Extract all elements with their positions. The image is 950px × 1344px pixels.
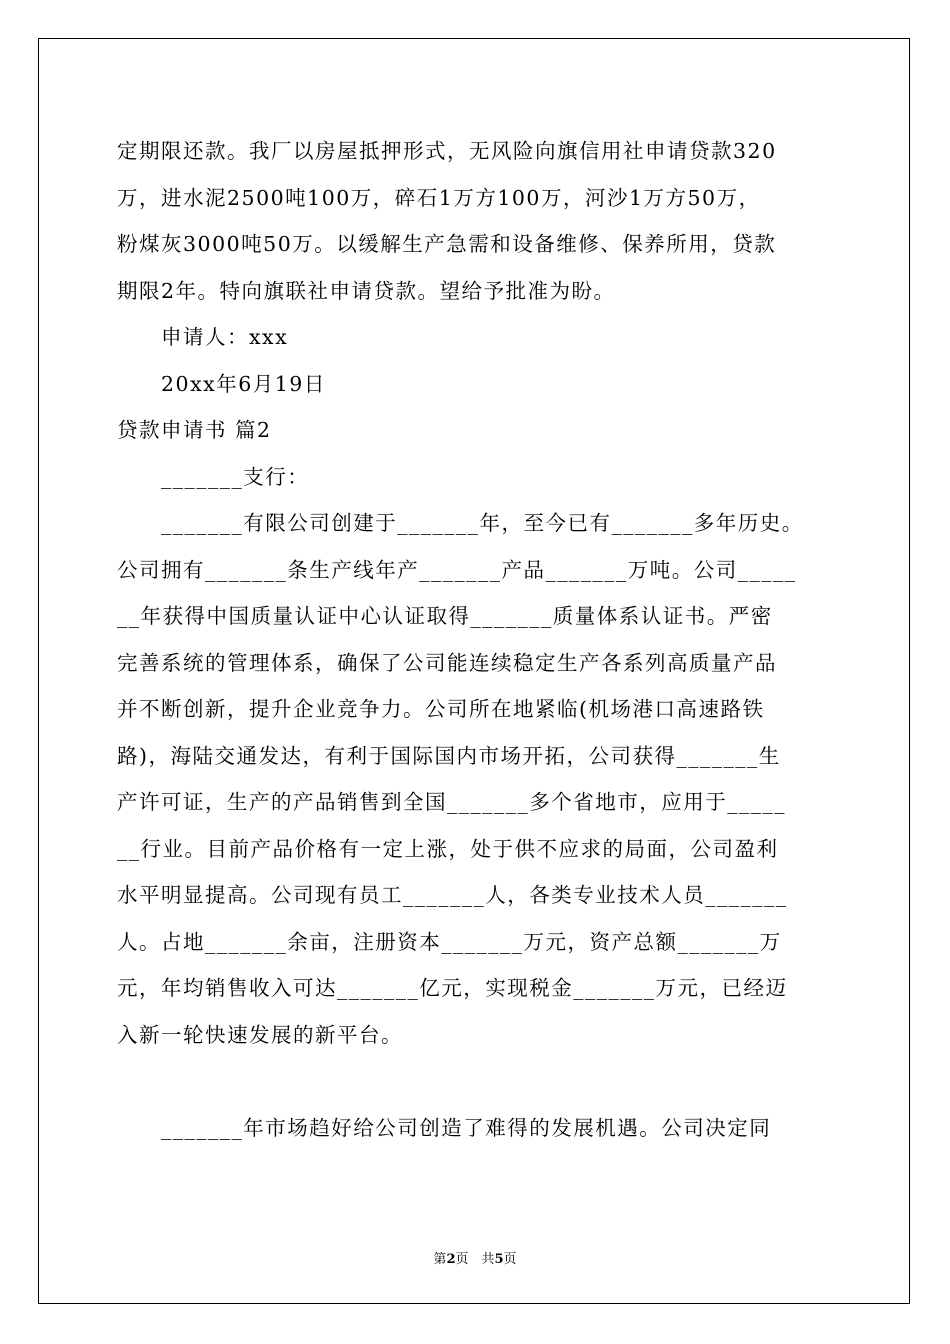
page-footer	[0, 1248, 950, 1267]
page-suffix: 页	[503, 1252, 517, 1267]
blank-line	[117, 1058, 837, 1105]
applicant-line: 申请人：xxx	[161, 325, 289, 349]
text-line: _______年市场趋好给公司创造了难得的发展机遇。公司决定同	[161, 1115, 772, 1140]
current-page-number: 2	[446, 1252, 456, 1267]
text-line: 入新一轮快速发展的新平台。	[117, 1022, 403, 1047]
text-line: 粉煤灰3000吨50万。以缓解生产急需和设备维修、保养所用，贷款	[117, 232, 777, 256]
page-mid: 页 共	[455, 1252, 495, 1267]
text-line: 并不断创新，提升企业竞争力。公司所在地紧临(机场港口高速路铁	[117, 697, 765, 721]
text-line: __年获得中国质量认证中心认证取得_______质量体系认证书。严密	[117, 604, 773, 628]
text-line: 产许可证，生产的产品销售到全国_______多个省地市，应用于_____	[117, 790, 786, 814]
document-body	[117, 128, 837, 1151]
text-line: 万，进水泥2500吨100万，碎石1万方100万，河沙1万方50万，	[117, 185, 761, 210]
total-pages-number: 5	[494, 1252, 504, 1267]
text-line: 定期限还款。我厂以房屋抵押形式，无风险向旗信用社申请贷款320	[117, 139, 777, 163]
text-line: 人。占地_______余亩，注册资本_______万元，资产总额_______万	[117, 929, 782, 954]
section-heading: 贷款申请书 篇2	[117, 418, 272, 442]
text-line: 期限2年。特向旗联社申请贷款。望给予批准为盼。	[117, 278, 616, 303]
page-prefix: 第	[433, 1252, 447, 1267]
text-line: 公司拥有_______条生产线年产_______产品_______万吨。公司_____	[117, 557, 797, 582]
salutation-line: _______支行：	[161, 464, 310, 489]
date-line: 20xx年6月19日	[161, 371, 326, 396]
text-line: 路)，海陆交通发达，有利于国际国内市场开拓，公司获得_______生	[117, 743, 781, 768]
text-line: 元，年均销售收入可达_______亿元，实现税金_______万元，已经迈	[117, 976, 788, 1000]
text-line: _______有限公司创建于_______年，至今已有_______多年历史。	[161, 511, 804, 535]
text-line: 水平明显提高。公司现有员工_______人，各类专业技术人员_______	[117, 883, 788, 907]
text-line: 完善系统的管理体系，确保了公司能连续稳定生产各系列高质量产品	[117, 650, 777, 675]
text-line: __行业。目前产品价格有一定上涨，处于供不应求的局面，公司盈利	[117, 836, 779, 861]
